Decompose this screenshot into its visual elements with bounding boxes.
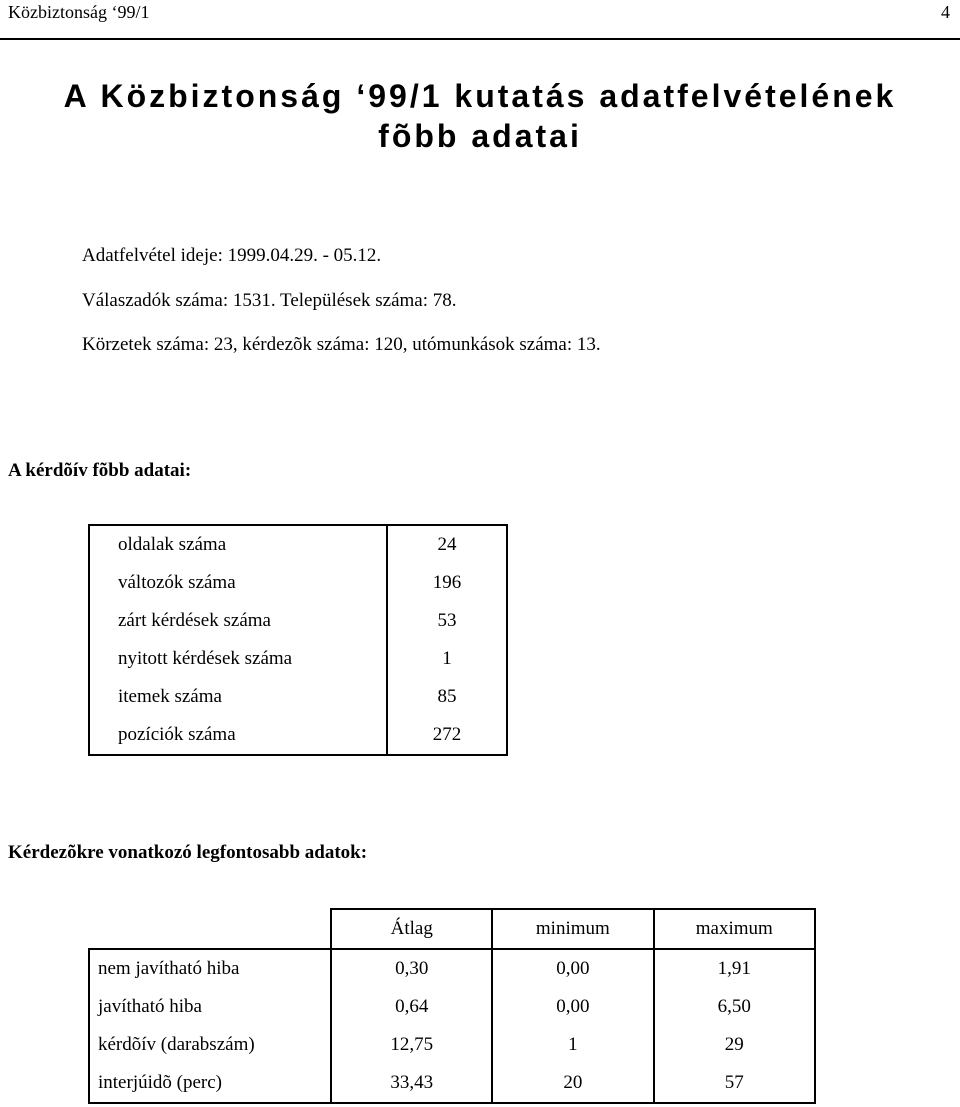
minimum-cell: 0,00 [492, 949, 653, 988]
maximum-cell: 6,50 [654, 988, 815, 1026]
table-row [89, 640, 507, 678]
table-row [89, 525, 507, 564]
table-header-row [89, 909, 815, 949]
table-row [89, 1064, 815, 1103]
table-row [89, 716, 507, 755]
empty-header-cell [89, 909, 331, 949]
interviewers-heading: Kérdezõkre vonatkozó legfontosabb adatok: [8, 842, 368, 863]
page-number: 4 [941, 2, 950, 22]
row-value: 53 [387, 602, 507, 640]
column-header-minimum: minimum [492, 909, 653, 949]
row-label: kérdõív (darabszám) [89, 1026, 331, 1064]
row-label: itemek száma [118, 686, 222, 707]
row-value: 85 [387, 678, 507, 716]
row-label: javítható hiba [89, 988, 331, 1026]
minimum-cell: 0,00 [492, 988, 653, 1026]
table-row [89, 602, 507, 640]
row-label: oldalak száma [118, 534, 227, 555]
row-value: 196 [387, 564, 507, 602]
average-cell: 0,30 [331, 949, 492, 988]
questionnaire-heading: A kérdõív fõbb adatai: [8, 460, 192, 481]
table-row [89, 1026, 815, 1064]
respondents-line: Válaszadók száma: 1531. Települések száma: 78. [82, 290, 457, 311]
document-title-line-1: A Közbiztonság ‘99/1 kutatás adatfelvételének [63, 78, 897, 114]
row-label: pozíciók száma [118, 724, 236, 745]
document-title [0, 76, 960, 156]
column-header-average: Átlag [331, 909, 492, 949]
document-title-line-2: fõbb adatai [378, 118, 582, 154]
minimum-cell: 1 [492, 1026, 653, 1064]
maximum-cell: 29 [654, 1026, 815, 1064]
average-cell: 33,43 [331, 1064, 492, 1103]
row-value: 272 [387, 716, 507, 755]
row-label: nyitott kérdések száma [118, 648, 293, 669]
average-cell: 0,64 [331, 988, 492, 1026]
row-value: 24 [387, 525, 507, 564]
table-row [89, 949, 815, 988]
minimum-cell: 20 [492, 1064, 653, 1103]
questionnaire-table [88, 524, 508, 756]
header-divider [0, 38, 960, 40]
maximum-cell: 57 [654, 1064, 815, 1103]
row-label: nem javítható hiba [89, 949, 331, 988]
column-header-maximum: maximum [654, 909, 815, 949]
districts-line: Körzetek száma: 23, kérdezõk száma: 120, utómunkások száma: 13. [82, 334, 601, 355]
row-label: interjúidõ (perc) [89, 1064, 331, 1103]
interviewers-table [88, 908, 816, 1104]
running-header-title: Közbiztonság ‘99/1 [8, 2, 150, 22]
row-label: zárt kérdések száma [118, 610, 271, 631]
table-row [89, 564, 507, 602]
average-cell: 12,75 [331, 1026, 492, 1064]
table-row [89, 988, 815, 1026]
maximum-cell: 1,91 [654, 949, 815, 988]
row-value: 1 [387, 640, 507, 678]
row-label: változók száma [118, 572, 236, 593]
table-row [89, 678, 507, 716]
survey-date-line: Adatfelvétel ideje: 1999.04.29. - 05.12. [82, 245, 382, 266]
